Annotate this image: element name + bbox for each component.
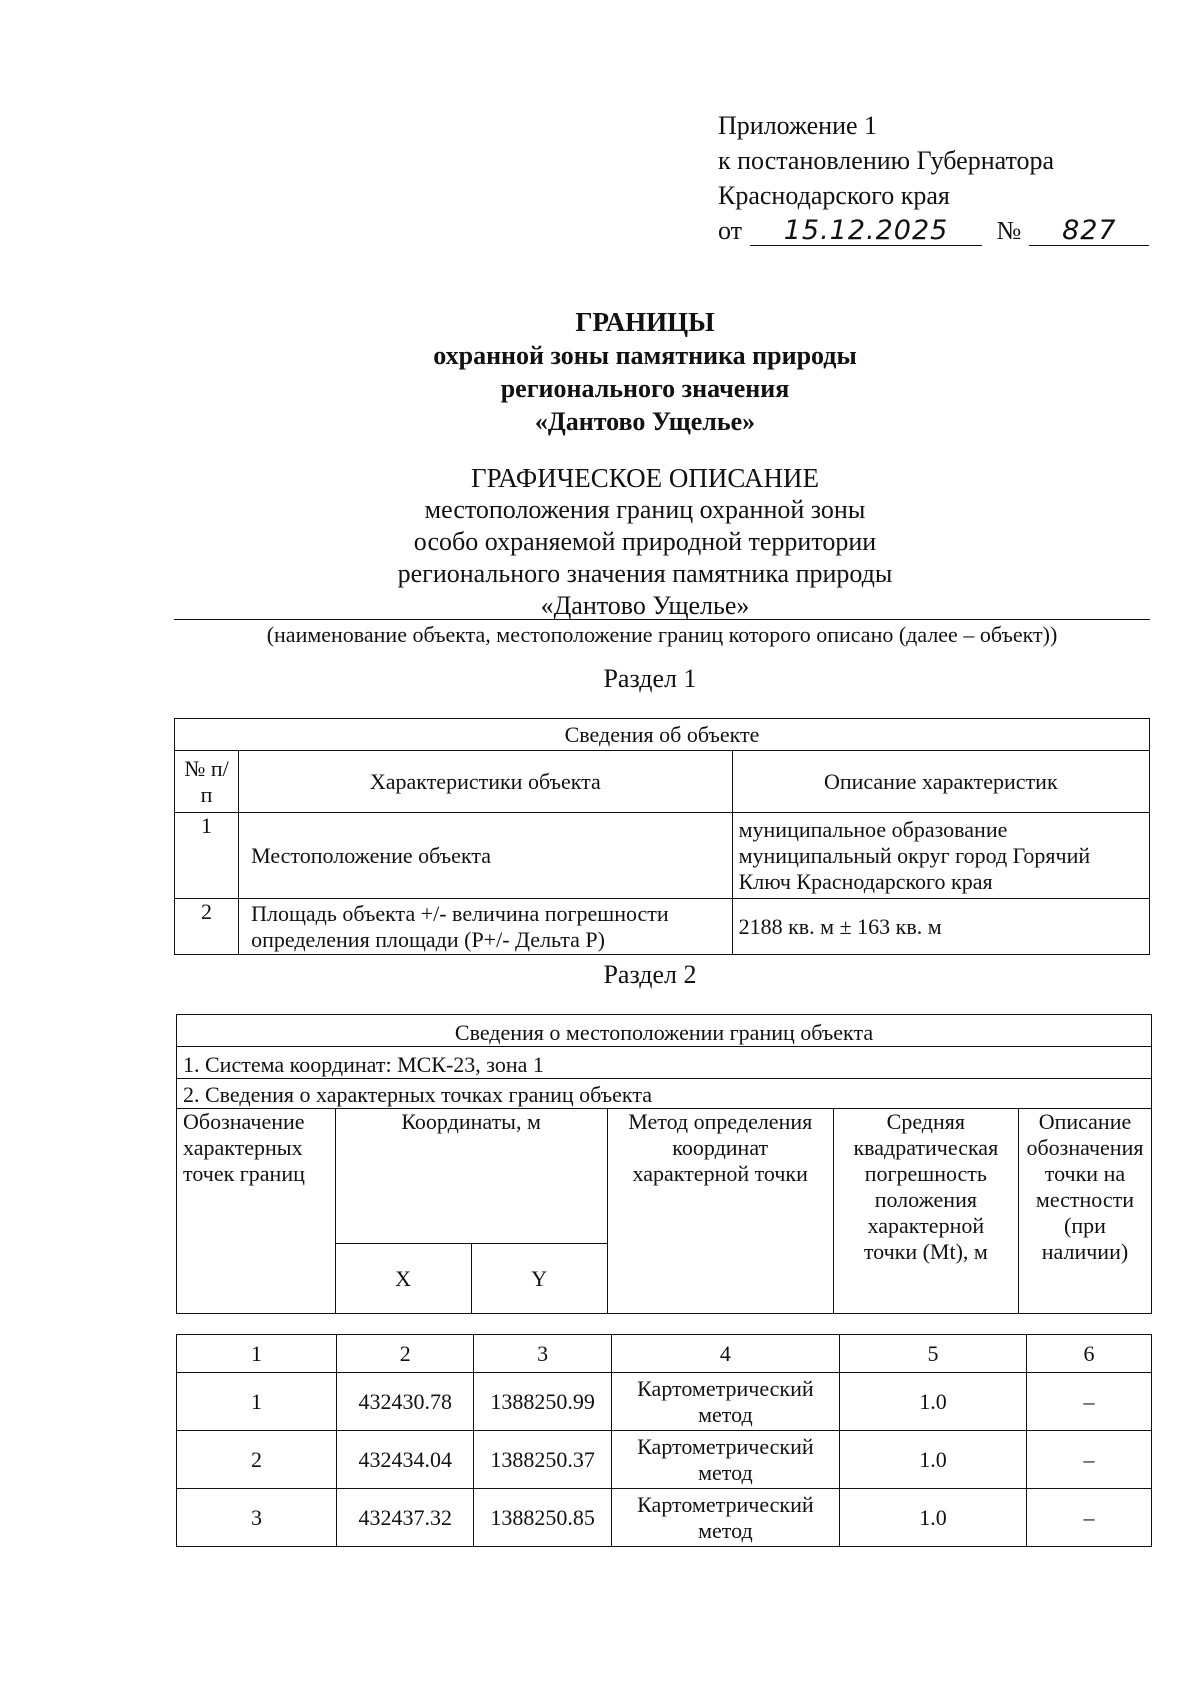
title-line-1: ГРАНИЦЫ — [575, 307, 715, 337]
table-header-row — [175, 751, 1150, 813]
object-caption: (наименование объекта, местоположение границ которого описано (далее – объект)) — [266, 622, 1058, 647]
table-row — [175, 813, 1150, 899]
table-title-row — [175, 719, 1150, 751]
point-desc: – — [1026, 1373, 1151, 1431]
col-char-header: Характеристики объекта — [239, 751, 733, 813]
title-line-4: «Дантово Ущелье» — [534, 407, 756, 436]
handwritten-number: 827 — [1029, 217, 1149, 246]
name-underline — [174, 619, 1150, 620]
point-y: 1388250.85 — [474, 1489, 611, 1547]
col-method-header: Метод определения координат характерной точки — [607, 1109, 833, 1314]
point-id: 3 — [177, 1489, 337, 1547]
table-row — [177, 1431, 1152, 1489]
point-y: 1388250.99 — [474, 1373, 611, 1431]
row-char: Местоположение объекта — [239, 813, 733, 899]
row-desc: 2188 кв. м ± 163 кв. м — [732, 899, 1149, 955]
header-row-1 — [177, 1109, 1152, 1244]
number-prefix: № — [996, 216, 1022, 245]
col-designation-header: Обозначение характерных точек границ — [177, 1109, 336, 1314]
point-method: Картометрический метод — [611, 1489, 839, 1547]
section-1-label: Раздел 1 — [603, 664, 697, 693]
appendix-date-line — [718, 213, 1149, 248]
col-error-header: Средняя квадратическая погрешность положения характерной точки (Мt), м — [833, 1109, 1018, 1314]
section-2-label: Раздел 2 — [603, 960, 697, 989]
table-row — [177, 1373, 1152, 1431]
point-id: 1 — [177, 1373, 337, 1431]
subtitle-block — [0, 462, 1200, 622]
point-error: 1.0 — [840, 1373, 1027, 1431]
point-id: 2 — [177, 1431, 337, 1489]
title-line-3: регионального значения — [500, 374, 790, 403]
column-number: 1 — [177, 1335, 337, 1373]
boundary-table-title: Сведения о местоположении границ объекта — [177, 1015, 1152, 1047]
boundary-info-table — [176, 1014, 1152, 1314]
date-prefix: от — [718, 216, 743, 245]
row-num: 2 — [175, 899, 239, 955]
title-line-2: охранной зоны памятника природы — [433, 341, 857, 370]
subtitle-line-1: ГРАФИЧЕСКОЕ ОПИСАНИЕ — [470, 463, 820, 493]
point-x: 432434.04 — [337, 1431, 474, 1489]
col-x-header: X — [335, 1244, 471, 1314]
appendix-line-1: Приложение 1 — [718, 111, 878, 140]
main-title — [0, 306, 1200, 438]
col-num-header: № п/п — [175, 751, 239, 813]
point-method: Картометрический метод — [611, 1373, 839, 1431]
column-number: 5 — [840, 1335, 1027, 1373]
row-num: 1 — [175, 813, 239, 899]
subtitle-line-3: особо охраняемой природной территории — [413, 527, 877, 556]
appendix-line-2: к постановлению Губернатора — [718, 146, 1055, 175]
column-number: 4 — [611, 1335, 839, 1373]
row-char: Площадь объекта +/- величина погрешности определения площади (Р+/- Дельта Р) — [239, 899, 733, 955]
object-table-title: Сведения об объекте — [175, 719, 1150, 751]
point-error: 1.0 — [840, 1489, 1027, 1547]
point-desc: – — [1026, 1489, 1151, 1547]
table-row — [177, 1489, 1152, 1547]
handwritten-date: 15.12.2025 — [750, 217, 982, 246]
point-x: 432437.32 — [337, 1489, 474, 1547]
points-title-text: 2. Сведения о характерных точках границ объекта — [177, 1079, 1152, 1109]
point-method: Картометрический метод — [611, 1431, 839, 1489]
point-error: 1.0 — [840, 1431, 1027, 1489]
table-row — [175, 899, 1150, 955]
point-x: 432430.78 — [337, 1373, 474, 1431]
column-number-row — [177, 1335, 1152, 1373]
appendix-block — [718, 108, 1149, 248]
column-number: 2 — [337, 1335, 474, 1373]
row-desc: муниципальное образование муниципальный округ город Горячий Ключ Краснодарского края — [732, 813, 1149, 899]
col-desc-header: Описание характеристик — [732, 751, 1149, 813]
column-number: 6 — [1026, 1335, 1151, 1373]
col-description-header: Описание обозначения точки на местности (при наличии) — [1018, 1109, 1151, 1314]
col-y-header: Y — [471, 1244, 607, 1314]
col-coords-header: Координаты, м — [335, 1109, 607, 1244]
subtitle-line-5: «Дантово Ущелье» — [540, 591, 750, 620]
subtitle-line-2: местоположения границ охранной зоны — [424, 495, 866, 524]
table-title-row — [177, 1015, 1152, 1047]
point-y: 1388250.37 — [474, 1431, 611, 1489]
subtitle-line-4: регионального значения памятника природы — [397, 559, 893, 588]
object-info-table — [174, 718, 1150, 955]
points-title-row — [177, 1079, 1152, 1109]
coord-system-text: 1. Система координат: МСК-23, зона 1 — [177, 1047, 1152, 1079]
column-number: 3 — [474, 1335, 611, 1373]
point-desc: – — [1026, 1431, 1151, 1489]
points-table — [176, 1334, 1152, 1547]
appendix-line-3: Краснодарского края — [718, 181, 950, 210]
coord-system-row — [177, 1047, 1152, 1079]
